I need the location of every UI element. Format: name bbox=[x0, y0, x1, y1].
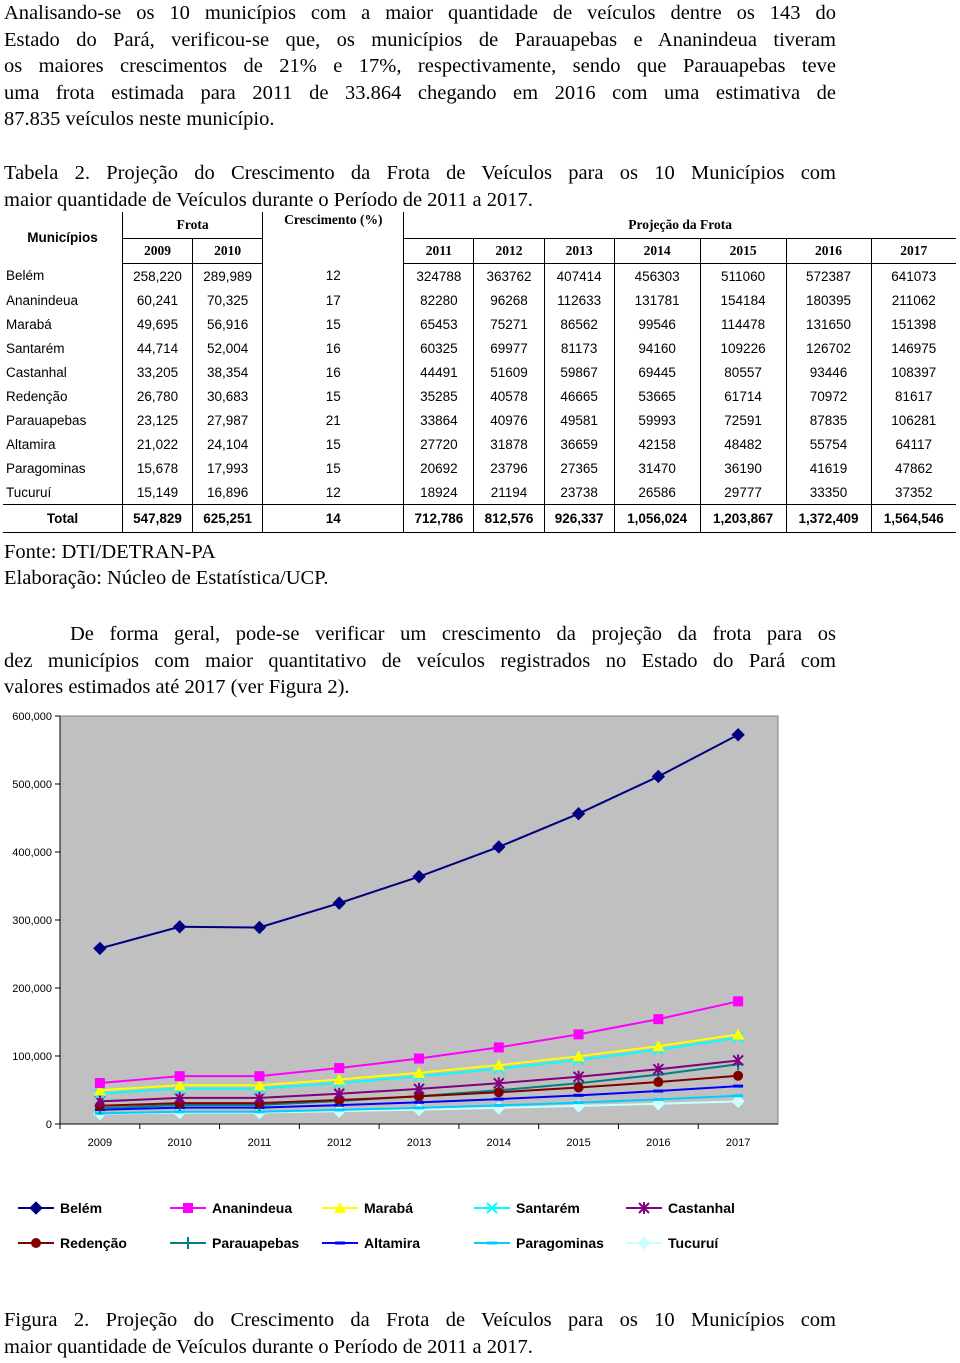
header-projecao: Projeção da Frota bbox=[404, 212, 956, 239]
value-cell: 131781 bbox=[614, 288, 700, 312]
municipio-cell: Redenção bbox=[3, 384, 122, 408]
value-cell: 109226 bbox=[700, 336, 786, 360]
year-header: 2010 bbox=[193, 239, 263, 264]
y-tick-label: 0 bbox=[45, 1119, 52, 1131]
value-cell: 15,678 bbox=[122, 456, 192, 480]
value-cell: 641073 bbox=[891, 268, 937, 284]
y-tick-label: 400,000 bbox=[12, 847, 52, 859]
table-row bbox=[3, 288, 956, 312]
header-municipios: Municípios bbox=[3, 212, 122, 264]
value-cell: 99546 bbox=[614, 312, 700, 336]
value-cell: 65453 bbox=[404, 312, 474, 336]
value-cell: 24,104 bbox=[193, 432, 263, 456]
x-tick-label: 2011 bbox=[247, 1137, 272, 1149]
x-tick-label: 2017 bbox=[725, 1137, 751, 1149]
year-header: 2015 bbox=[700, 239, 786, 264]
legend-marker bbox=[31, 1238, 41, 1248]
text-line: dez municípios com maior quantitativo de veículos registrados no Estado do Pará com bbox=[4, 649, 836, 672]
figure-caption bbox=[4, 1307, 836, 1360]
value-cell: 712,786 bbox=[404, 505, 474, 533]
value-cell: 60325 bbox=[404, 336, 474, 360]
legend-marker bbox=[183, 1203, 193, 1213]
value-cell: 33350 bbox=[786, 480, 871, 505]
year-header: 2012 bbox=[474, 239, 544, 264]
legend-label: Ananindeua bbox=[212, 1200, 293, 1216]
value-cell: 49,695 bbox=[122, 312, 192, 336]
value-cell: 27,987 bbox=[193, 408, 263, 432]
value-cell: 52,004 bbox=[193, 336, 263, 360]
table-row bbox=[3, 264, 956, 289]
caption-line: Figura 2. Projeção do Crescimento da Frota de Veículos para os 10 Municípios com bbox=[4, 1309, 836, 1331]
year-header: 2014 bbox=[614, 239, 700, 264]
value-cell: 44,714 bbox=[122, 336, 192, 360]
value-cell: 114478 bbox=[700, 312, 786, 336]
municipio-cell: Altamira bbox=[3, 432, 122, 456]
value-cell: 146975 bbox=[891, 340, 937, 356]
value-cell: 40578 bbox=[474, 384, 544, 408]
value-cell: 48482 bbox=[700, 432, 786, 456]
legend-marker bbox=[30, 1202, 42, 1214]
table-row bbox=[3, 360, 956, 384]
value-cell: 1,564,546 bbox=[871, 505, 956, 533]
legend-label: Paragominas bbox=[516, 1235, 604, 1251]
municipio-cell: Tucuruí bbox=[3, 480, 122, 505]
value-cell: 64117 bbox=[895, 436, 933, 452]
value-cell: 14 bbox=[263, 505, 404, 533]
value-cell: 40976 bbox=[474, 408, 544, 432]
text-line: Analisando-se os 10 municípios com a maior quantidade de veículos dentre os 143 do bbox=[4, 2, 836, 24]
value-cell: 81617 bbox=[894, 388, 933, 404]
value-cell: 812,576 bbox=[474, 505, 544, 533]
value-cell: 87835 bbox=[786, 408, 871, 432]
value-cell: 258,220 bbox=[122, 264, 192, 289]
municipio-cell: Parauapebas bbox=[3, 408, 122, 432]
x-tick-label: 2009 bbox=[87, 1137, 113, 1149]
value-cell: 16 bbox=[263, 336, 404, 360]
data-point bbox=[653, 1014, 663, 1024]
x-tick-label: 2010 bbox=[167, 1137, 192, 1149]
legend-label: Belém bbox=[60, 1200, 103, 1216]
table-year-row bbox=[3, 239, 956, 264]
value-cell: 27720 bbox=[404, 432, 474, 456]
value-cell: 86562 bbox=[544, 312, 614, 336]
value-cell: 36190 bbox=[700, 456, 786, 480]
value-cell: 108397 bbox=[891, 364, 937, 380]
value-cell: 35285 bbox=[404, 384, 474, 408]
value-cell: 15,149 bbox=[122, 480, 192, 505]
year-header: 2009 bbox=[122, 239, 192, 264]
value-cell: 59867 bbox=[544, 360, 614, 384]
value-cell: 154184 bbox=[700, 288, 786, 312]
value-cell: 211062 bbox=[891, 292, 936, 308]
value-cell: 93446 bbox=[786, 360, 871, 384]
value-cell: 36659 bbox=[544, 432, 614, 456]
value-cell: 112633 bbox=[544, 288, 614, 312]
value-cell: 44491 bbox=[404, 360, 474, 384]
value-cell: 17 bbox=[263, 288, 404, 312]
value-cell: 33864 bbox=[404, 408, 474, 432]
text-line: uma frota estimada para 2011 de 33.864 chegando em 2016 com uma estimativa de bbox=[4, 81, 836, 104]
value-cell: 324788 bbox=[404, 264, 474, 289]
y-tick-label: 100,000 bbox=[12, 1051, 52, 1063]
value-cell: 55754 bbox=[786, 432, 871, 456]
value-cell: 46665 bbox=[544, 384, 614, 408]
value-cell: 12 bbox=[263, 480, 404, 505]
data-point bbox=[733, 996, 743, 1006]
data-point bbox=[733, 1071, 743, 1081]
vehicle-fleet-table bbox=[3, 212, 956, 533]
value-cell: 53665 bbox=[614, 384, 700, 408]
year-header: 2011 bbox=[404, 239, 474, 264]
value-cell: 70972 bbox=[786, 384, 871, 408]
value-cell: 26586 bbox=[614, 480, 700, 505]
value-cell: 180395 bbox=[786, 288, 871, 312]
municipio-cell: Paragominas bbox=[3, 456, 122, 480]
table-row bbox=[3, 408, 956, 432]
value-cell: 126702 bbox=[786, 336, 871, 360]
source-note bbox=[4, 539, 329, 591]
value-cell: 75271 bbox=[474, 312, 544, 336]
caption-line: maior quantidade de Veículos durante o Período de 2011 a 2017. bbox=[4, 1335, 533, 1358]
value-cell: 51609 bbox=[474, 360, 544, 384]
table-row bbox=[3, 312, 956, 336]
legend-marker bbox=[183, 1237, 193, 1249]
value-cell: 31470 bbox=[614, 456, 700, 480]
table-row bbox=[3, 384, 956, 408]
value-cell: 31878 bbox=[474, 432, 544, 456]
value-cell: 27365 bbox=[544, 456, 614, 480]
value-cell: 70,325 bbox=[193, 288, 263, 312]
source-line: Fonte: DTI/DETRAN-PA bbox=[4, 541, 216, 563]
value-cell: 456303 bbox=[614, 264, 700, 289]
y-tick-label: 500,000 bbox=[12, 779, 52, 791]
credit-line: Elaboração: Núcleo de Estatística/UCP. bbox=[4, 567, 329, 589]
value-cell: 547,829 bbox=[122, 505, 192, 533]
chart-intro-paragraph bbox=[4, 621, 836, 701]
value-cell: 12 bbox=[263, 264, 404, 289]
data-point bbox=[254, 1071, 264, 1081]
value-cell: 47862 bbox=[894, 460, 933, 476]
value-cell: 289,989 bbox=[193, 264, 263, 289]
value-cell: 15 bbox=[263, 456, 404, 480]
caption-line: Tabela 2. Projeção do Crescimento da Frota de Veículos para os 10 Municípios com bbox=[4, 162, 836, 184]
value-cell: 42158 bbox=[614, 432, 700, 456]
value-cell: 21 bbox=[263, 408, 404, 432]
data-point bbox=[175, 1071, 185, 1081]
table-row bbox=[3, 336, 956, 360]
value-cell: 16,896 bbox=[193, 480, 263, 505]
table-caption bbox=[4, 160, 836, 213]
value-cell: 572387 bbox=[786, 264, 871, 289]
value-cell: 21,022 bbox=[122, 432, 192, 456]
value-cell: 29777 bbox=[700, 480, 786, 505]
municipio-cell: Belém bbox=[3, 264, 122, 289]
value-cell: 30,683 bbox=[193, 384, 263, 408]
municipio-cell: Total bbox=[3, 505, 122, 533]
legend-marker bbox=[638, 1237, 650, 1249]
municipio-cell: Castanhal bbox=[3, 360, 122, 384]
value-cell: 69445 bbox=[614, 360, 700, 384]
value-cell: 407414 bbox=[544, 264, 614, 289]
data-point bbox=[494, 1042, 504, 1052]
value-cell: 1,372,409 bbox=[786, 505, 871, 533]
value-cell: 20692 bbox=[404, 456, 474, 480]
x-tick-label: 2014 bbox=[486, 1137, 512, 1149]
table-row bbox=[3, 432, 956, 456]
data-point bbox=[334, 1063, 344, 1073]
value-cell: 49581 bbox=[544, 408, 614, 432]
legend-label: Altamira bbox=[364, 1235, 421, 1251]
municipio-cell: Marabá bbox=[3, 312, 122, 336]
value-cell: 56,916 bbox=[193, 312, 263, 336]
value-cell: 33,205 bbox=[122, 360, 192, 384]
data-point bbox=[414, 1054, 424, 1064]
value-cell: 69977 bbox=[474, 336, 544, 360]
value-cell: 23738 bbox=[544, 480, 614, 505]
value-cell: 15 bbox=[263, 432, 404, 456]
table-row bbox=[3, 456, 956, 480]
value-cell: 23796 bbox=[474, 456, 544, 480]
legend-label: Castanhal bbox=[668, 1200, 735, 1216]
municipio-cell: Ananindeua bbox=[3, 288, 122, 312]
table-total-row bbox=[3, 505, 956, 533]
data-point bbox=[653, 1077, 663, 1087]
table-row bbox=[3, 480, 956, 505]
header-crescimento: Crescimento (%) bbox=[263, 212, 404, 264]
data-point bbox=[574, 1029, 584, 1039]
value-cell: 26,780 bbox=[122, 384, 192, 408]
intro-paragraph bbox=[4, 0, 836, 133]
y-tick-label: 300,000 bbox=[12, 915, 52, 927]
year-header: 2016 bbox=[786, 239, 871, 264]
value-cell: 38,354 bbox=[193, 360, 263, 384]
value-cell: 17,993 bbox=[193, 456, 263, 480]
y-tick-label: 600,000 bbox=[12, 711, 52, 723]
value-cell: 61714 bbox=[700, 384, 786, 408]
y-tick-label: 200,000 bbox=[12, 983, 52, 995]
value-cell: 363762 bbox=[474, 264, 544, 289]
x-tick-label: 2012 bbox=[326, 1137, 352, 1149]
value-cell: 59993 bbox=[614, 408, 700, 432]
value-cell: 18924 bbox=[404, 480, 474, 505]
value-cell: 41619 bbox=[786, 456, 871, 480]
value-cell: 511060 bbox=[700, 264, 786, 289]
fleet-projection-chart bbox=[0, 710, 960, 1270]
value-cell: 23,125 bbox=[122, 408, 192, 432]
value-cell: 15 bbox=[263, 384, 404, 408]
legend-label: Marabá bbox=[364, 1200, 414, 1216]
legend-label: Parauapebas bbox=[212, 1235, 300, 1251]
legend-label: Tucuruí bbox=[668, 1235, 719, 1251]
value-cell: 16 bbox=[263, 360, 404, 384]
municipio-cell: Santarém bbox=[3, 336, 122, 360]
value-cell: 82280 bbox=[404, 288, 474, 312]
text-line: os maiores crescimentos de 21% e 17%, respectivamente, sendo que Parauapebas teve bbox=[4, 55, 836, 77]
year-header: 2017 bbox=[871, 239, 956, 264]
value-cell: 96268 bbox=[474, 288, 544, 312]
caption-line: maior quantidade de Veículos durante o Período de 2011 a 2017. bbox=[4, 188, 533, 211]
text-line: valores estimados até 2017 (ver Figura 2). bbox=[4, 676, 350, 698]
text-line: Estado do Pará, verificou-se que, os municípios de Parauapebas e Ananindeua tiveram bbox=[4, 28, 836, 51]
x-tick-label: 2016 bbox=[646, 1137, 671, 1149]
value-cell: 131650 bbox=[786, 312, 871, 336]
value-cell: 94160 bbox=[614, 336, 700, 360]
data-point bbox=[574, 1083, 584, 1093]
value-cell: 37352 bbox=[894, 484, 933, 500]
value-cell: 625,251 bbox=[193, 505, 263, 533]
value-cell: 21194 bbox=[474, 480, 544, 505]
value-cell: 60,241 bbox=[122, 288, 192, 312]
x-tick-label: 2015 bbox=[566, 1137, 591, 1149]
value-cell: 926,337 bbox=[544, 505, 614, 533]
data-point bbox=[95, 1078, 105, 1088]
value-cell: 151398 bbox=[891, 316, 937, 332]
value-cell: 81173 bbox=[544, 336, 614, 360]
table-header-row bbox=[3, 212, 956, 239]
value-cell: 72591 bbox=[700, 408, 786, 432]
year-header: 2013 bbox=[544, 239, 614, 264]
text-line: De forma geral, pode-se verificar um crescimento da projeção da frota para os bbox=[70, 623, 836, 645]
text-line: 87.835 veículos neste município. bbox=[4, 108, 275, 130]
legend-label: Santarém bbox=[516, 1200, 580, 1216]
value-cell: 1,203,867 bbox=[700, 505, 786, 533]
value-cell: 106281 bbox=[891, 412, 937, 428]
value-cell: 1,056,024 bbox=[614, 505, 700, 533]
value-cell: 80557 bbox=[700, 360, 786, 384]
value-cell: 15 bbox=[263, 312, 404, 336]
header-frota: Frota bbox=[122, 212, 262, 239]
x-tick-label: 2013 bbox=[406, 1137, 432, 1149]
legend-label: Redenção bbox=[60, 1235, 127, 1251]
